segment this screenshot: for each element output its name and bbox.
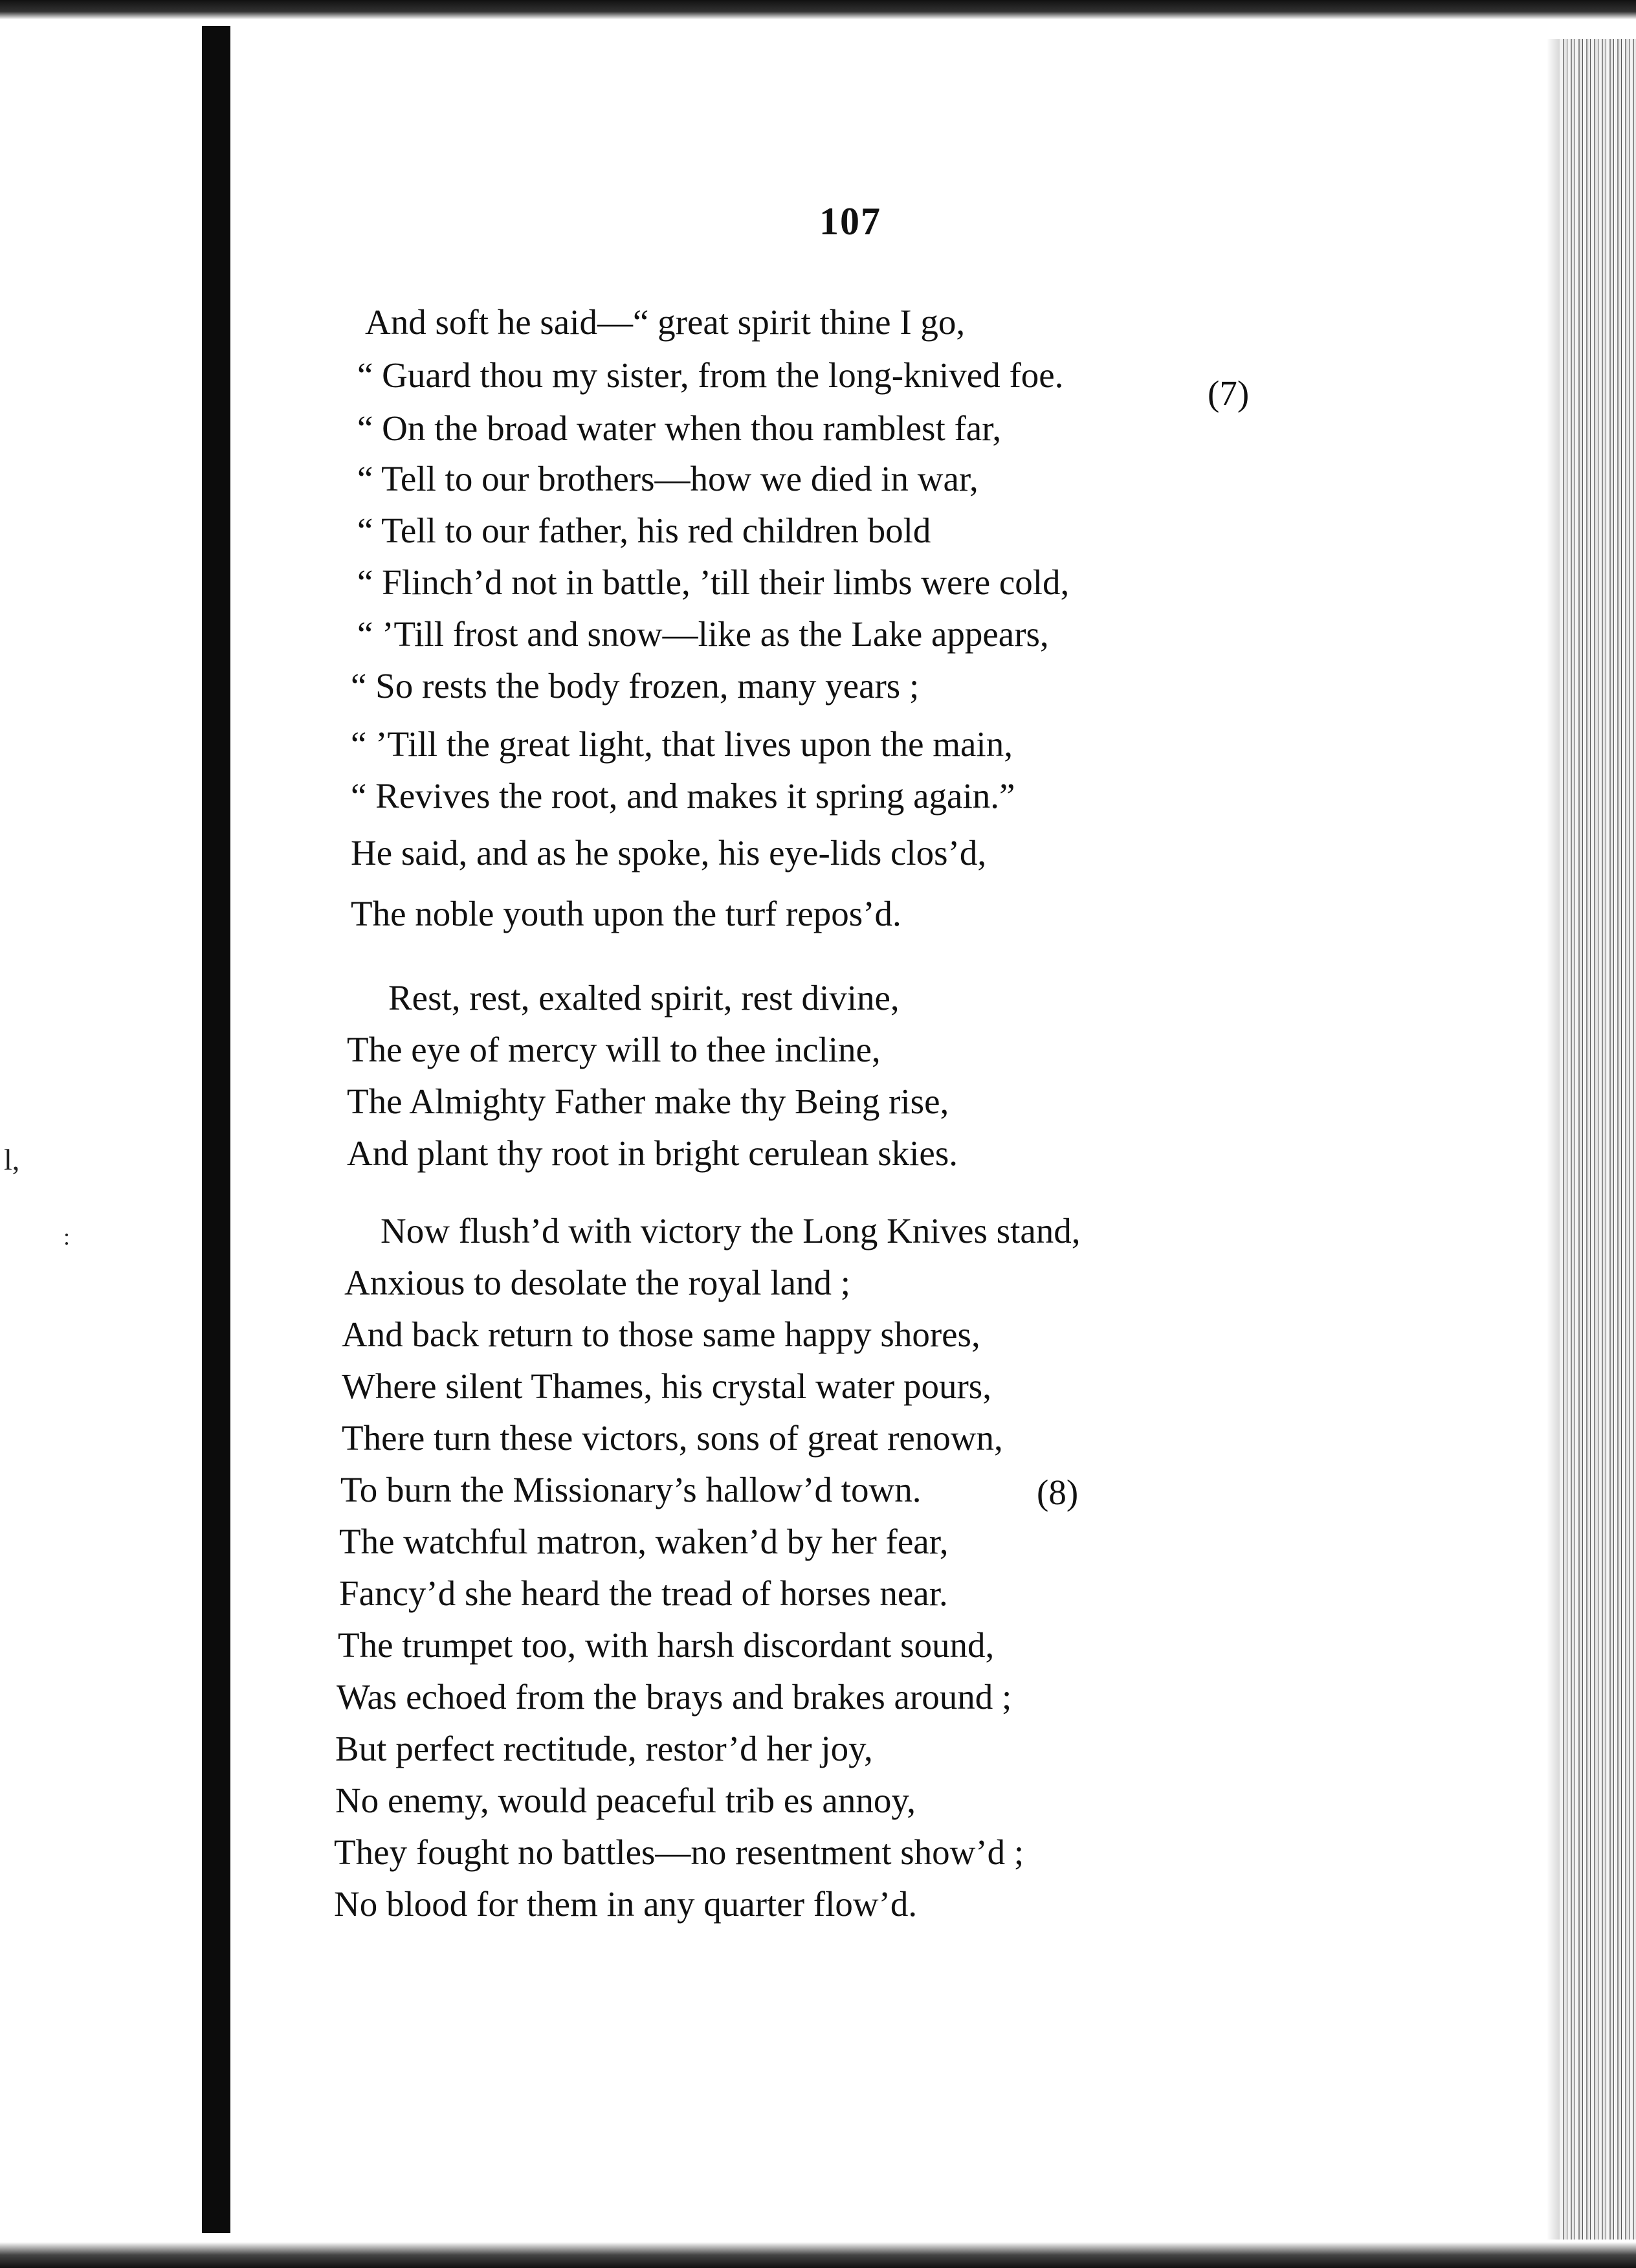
poem-line: And back return to those same happy shores,: [342, 1315, 980, 1354]
poem-line: There turn these victors, sons of great renown,: [342, 1418, 1003, 1458]
poem-line: Rest, rest, exalted spirit, rest divine,: [388, 978, 900, 1017]
poem-line: “ Revives the root, and makes it spring again.”: [351, 776, 1015, 816]
scan-top-edge: [0, 0, 1636, 19]
stacked-page-edges: [1560, 39, 1636, 2240]
scan-bottom-edge: [0, 2242, 1636, 2268]
book-gutter: [202, 26, 230, 2233]
poem-line: “ Flinch’d not in battle, ’till their limbs were cold,: [357, 562, 1070, 602]
footnote-marker: (8): [1037, 1473, 1079, 1512]
poem-line: “ So rests the body frozen, many years ;: [351, 666, 920, 706]
poem-line: No enemy, would peaceful trib es annoy,: [335, 1781, 916, 1820]
poem-line: Was echoed from the brays and brakes around ;: [337, 1677, 1012, 1717]
poem-line: The trumpet too, with harsh discordant sound,: [338, 1625, 995, 1665]
poem-line: Anxious to desolate the royal land ;: [344, 1263, 851, 1302]
poem-line: No blood for them in any quarter flow’d.: [334, 1884, 918, 1924]
poem-line: The Almighty Father make thy Being rise,: [347, 1082, 949, 1121]
poem-line: The noble youth upon the turf repos’d.: [351, 894, 901, 933]
page-number: 107: [819, 200, 881, 243]
poem-line: To burn the Missionary’s hallow’d town.: [340, 1470, 922, 1509]
poem-line: “ On the broad water when thou ramblest far,: [357, 408, 1002, 448]
page-content: [230, 26, 1547, 2233]
poem-line: Now flush’d with victory the Long Knives stand,: [381, 1211, 1081, 1251]
poem-line: The eye of mercy will to thee incline,: [347, 1030, 881, 1069]
poem-line: “ ’Till frost and snow—like as the Lake appears,: [357, 614, 1049, 654]
poem-line: Where silent Thames, his crystal water pours,: [342, 1366, 991, 1406]
poem-line: They fought no battles—no resentment show’d ;: [334, 1832, 1024, 1872]
facing-page-remnant-mark: :: [63, 1224, 71, 1250]
poem-line: “ Tell to our brothers—how we died in war,: [357, 459, 978, 498]
poem-line: “ Tell to our father, his red children bold: [357, 511, 931, 550]
poem-line: The watchful matron, waken’d by her fear,: [339, 1522, 949, 1561]
facing-page-remnant-mark: l,: [4, 1143, 20, 1176]
poem-line: And plant thy root in bright cerulean skies.: [347, 1133, 958, 1173]
poem-line: Fancy’d she heard the tread of horses near.: [339, 1573, 948, 1613]
poem-line: “ Guard thou my sister, from the long-knived foe.: [357, 355, 1064, 395]
poem-line: “ ’Till the great light, that lives upon the main,: [351, 724, 1013, 764]
poem-line: But perfect rectitude, restor’d her joy,: [335, 1729, 873, 1768]
poem-line: He said, and as he spoke, his eye-lids clos’d,: [351, 833, 987, 873]
poem-line: And soft he said—“ great spirit thine I go,: [365, 302, 966, 342]
footnote-marker: (7): [1208, 373, 1250, 413]
